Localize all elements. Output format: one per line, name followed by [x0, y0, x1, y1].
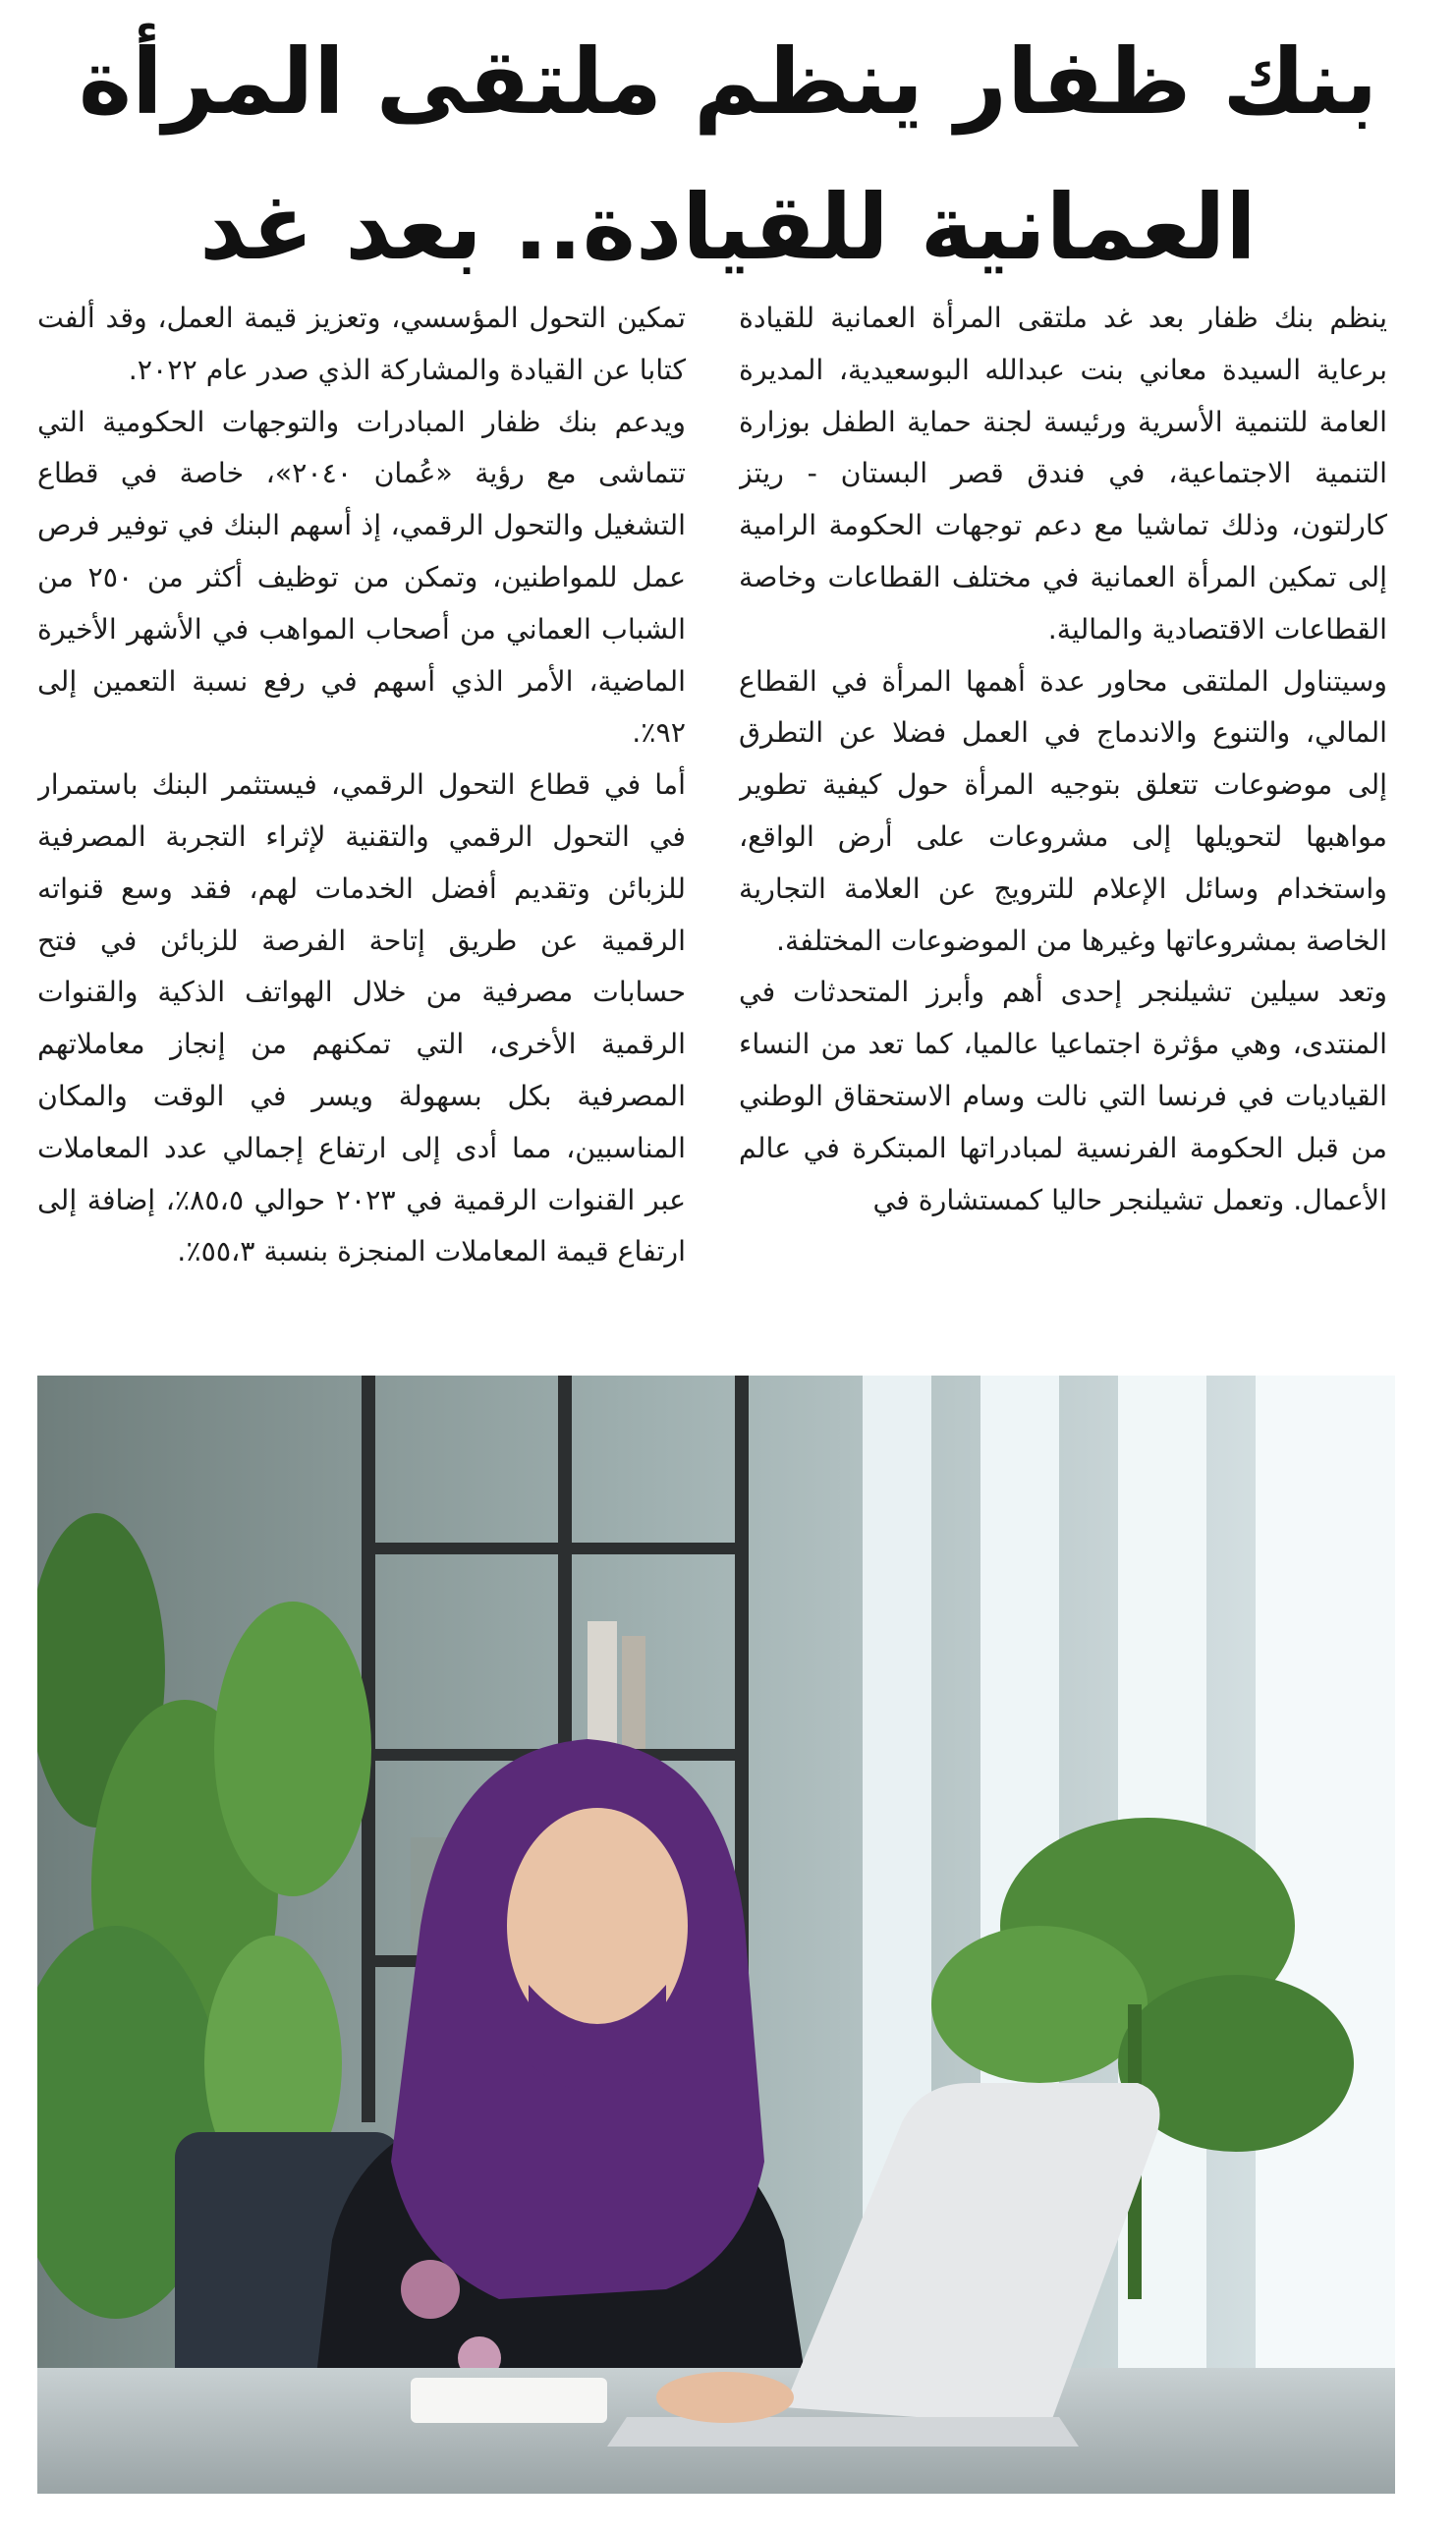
books — [622, 1636, 645, 1749]
paragraph: وسيتناول الملتقى محاور عدة أهمها المرأة في القطاع المالي، والتنوع والاندماج في العمل فضلا عن التطرق إلى موضوعات تتعلق بتوجيه المرأة حول كيفية تطوير مواهبها لتحويلها إلى مشروعات على أرض الواقع، واستخدام وسائل الإعلام للترويج عن العلامة التجارية الخاصة بمشروعاتها وغيرها من الموضوعات المختلفة. — [739, 664, 1387, 957]
photo-illustration — [37, 1376, 1395, 2494]
headline-line-2: العمانية للقيادة.. بعد غد — [199, 175, 1257, 280]
paragraph: ينظم بنك ظفار بعد غد ملتقى المرأة العمانية للقيادة برعاية السيدة معاني بنت عبدالله البوسعيدية، المديرة العامة للتنمية الأسرية ورئيسة لجنة حماية الطفل بوزارة التنمية الاجتماعية، في فندق قصر البستان - ريتز كارلتون، وذلك تماشيا مع دعم توجهات الحكومة الرامية إلى تمكين المرأة العمانية في مختلف القطاعات وخاصة القطاعات الاقتصادية والمالية. — [739, 302, 1387, 646]
laptop-base — [607, 2417, 1079, 2447]
article-photo — [37, 1376, 1395, 2494]
notebook — [411, 2378, 607, 2423]
headline-line-1: بنك ظفار ينظم ملتقى المرأة — [78, 29, 1378, 135]
paragraph: تمكين التحول المؤسسي، وتعزيز قيمة العمل، وقد ألفت كتابا عن القيادة والمشاركة الذي صدر عام ٢٠٢٢. — [37, 302, 686, 386]
paragraph: أما في قطاع التحول الرقمي، فيستثمر البنك باستمرار في التحول الرقمي والتقنية لإثراء التجربة المصرفية للزبائن وتقديم أفضل الخدمات لهم، فقد وسع قنواته الرقمية عن طريق إتاحة الفرصة للزبائن في فتح حسابات مصرفية من خلال الهواتف الذكية والقنوات الرقمية الأخرى، التي تمكنهم من إنجاز معاملاتهم المصرفية بكل بسهولة ويسر في الوقت والمكان المناسبين، مما أدى إلى ارتفاع إجمالي عدد المعاملات عبر القنوات الرقمية في ٢٠٢٣ حوالي ٨٥،٥٪، إضافة إلى ارتفاع قيمة المعاملات المنجزة بنسبة ٥٥،٣٪. — [37, 768, 686, 1268]
paragraph: وتعد سيلين تشيلنجر إحدى أهم وأبرز المتحدثات في المنتدى، وهي مؤثرة اجتماعيا عالميا، كما تعد من النساء القياديات في فرنسا التي نالت وسام الاستحقاق الوطني من قبل الحكومة الفرنسية لمبادراتها المبتكرة في عالم الأعمال. وتعمل تشيلنجر حاليا كمستشارة في — [739, 976, 1387, 1216]
embroidery — [401, 2260, 460, 2319]
headline — [39, 10, 1417, 301]
article-column-left — [37, 293, 686, 1366]
article-column-right — [739, 293, 1387, 1366]
books — [588, 1621, 617, 1749]
woman-hands — [656, 2372, 794, 2423]
shelf-board — [362, 1543, 749, 1554]
paragraph: ويدعم بنك ظفار المبادرات والتوجهات الحكومية التي تتماشى مع رؤية «عُمان ٢٠٤٠»، خاصة في قطاع التشغيل والتحول الرقمي، إذ أسهم البنك في توفير فرص عمل للمواطنين، وتمكن من توظيف أكثر من ٢٥٠ من الشباب العماني من أصحاب المواهب في الأشهر الأخيرة الماضية، الأمر الذي أسهم في رفع نسبة التعمين إلى ٩٢٪. — [37, 405, 686, 750]
